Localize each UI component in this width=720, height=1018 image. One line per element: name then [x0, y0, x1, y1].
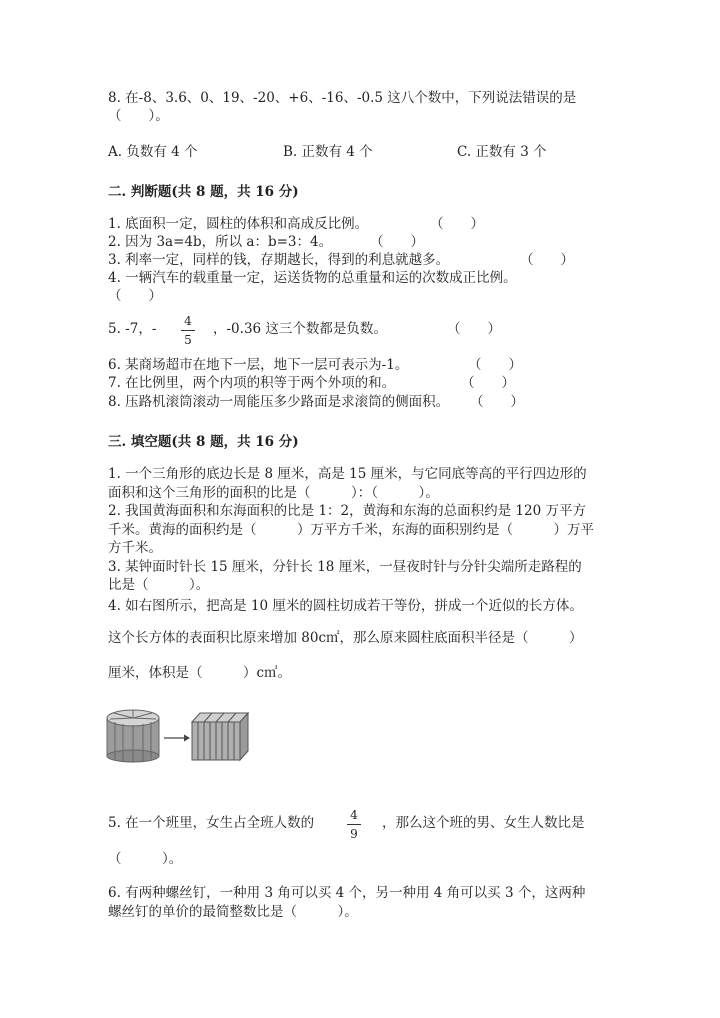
s2-q2-answer: （ ）: [370, 234, 424, 250]
s3-q2-line3: 方千米。: [108, 540, 162, 556]
s3-q5-fraction: [347, 808, 361, 841]
q8-option-b: B. 正数有 4 个: [283, 144, 373, 160]
s2-q5-part2: ，-0.36 这三个数都是负数。: [213, 321, 387, 337]
cylinder-cuboid-figure: [104, 708, 252, 764]
s3-q4-line1: 4. 如右图所示，把高是 10 厘米的圆柱切成若干等份，拼成一个近似的长方体。: [108, 598, 583, 614]
s3-q6-line2: 螺丝钉的单价的最简整数比是（ ）。: [108, 904, 358, 920]
s3-q3-line1: 3. 某钟面时针长 15 厘米，分针长 18 厘米，一昼夜时针与分针尖端所走路程的: [108, 559, 582, 575]
s2-q1-answer: （ ）: [430, 216, 484, 232]
s2-q8-answer: （ ）: [470, 394, 524, 410]
fraction-denominator: 5: [184, 333, 192, 347]
fraction-bar: [347, 824, 361, 825]
fraction-denominator: 9: [350, 827, 358, 841]
s2-q6: 6. 某商场超市在地下一层，地下一层可表示为-1。: [108, 357, 409, 373]
s2-q5-fraction: [181, 314, 195, 347]
s3-q5-part2: ，那么这个班的男、女生人数比是: [382, 815, 585, 831]
fraction-bar: [181, 330, 195, 331]
fraction-numerator: 4: [350, 808, 358, 822]
s2-q7-answer: （ ）: [461, 375, 515, 391]
s3-q2-line2: 千米。黄海的面积约是（ ）万平方千米，东海的面积别约是（ ）万平: [108, 522, 594, 538]
s2-q3-answer: （ ）: [520, 252, 574, 268]
arrow-right-icon: [164, 735, 190, 742]
s3-q5-part1: 5. 在一个班里，女生占全班人数的: [108, 815, 315, 831]
q8-line2: （ ）。: [108, 108, 169, 124]
s3-q1-line1: 1. 一个三角形的底边长是 8 厘米，高是 15 厘米，与它同底等高的平行四边形的: [108, 466, 587, 482]
s2-q5-part1: 5. -7，-: [108, 321, 157, 337]
s3-q5-line2: （ ）。: [108, 851, 183, 867]
s2-q2: 2. 因为 3a=4b，所以 a：b=3：4。: [108, 234, 333, 250]
s2-q4-answer: （ ）: [108, 288, 162, 304]
s3-q4-line3: 厘米，体积是（ ）c㎥。: [108, 665, 292, 681]
s2-q7: 7. 在比例里，两个内项的积等于两个外项的和。: [108, 375, 396, 391]
s2-q6-answer: （ ）: [468, 357, 522, 373]
s3-q4-line2: 这个长方体的表面积比原来增加 80c㎡，那么原来圆柱底面积半径是（ ）: [108, 630, 583, 646]
s2-q5-answer: （ ）: [447, 321, 501, 337]
s2-q3: 3. 利率一定，同样的钱，存期越长，得到的利息就越多。: [108, 252, 450, 268]
cylinder-icon: [107, 710, 159, 762]
s2-q1: 1. 底面积一定，圆柱的体积和高成反比例。: [108, 216, 369, 232]
section3-title: 三. 填空题(共 8 题，共 16 分): [108, 434, 299, 450]
cuboid-icon: [192, 713, 248, 760]
s2-q4: 4. 一辆汽车的载重量一定，运送货物的总重量和运的次数成正比例。: [108, 270, 517, 286]
s3-q2-line1: 2. 我国黄海面积和东海面积的比是 1：2，黄海和东海的总面积约是 120 万平方: [108, 503, 586, 519]
s3-q1-line2: 面积和这个三角形的面积的比是（ ）：（ ）。: [108, 485, 439, 501]
q8-option-c: C. 正数有 3 个: [457, 144, 547, 160]
s3-q3-line2: 比是（ ）。: [108, 577, 210, 593]
s3-q6-line1: 6. 有两种螺丝钉，一种用 3 角可以买 4 个，另一种用 4 角可以买 3 个，这两种: [108, 885, 586, 901]
q8-option-a: A. 负数有 4 个: [108, 144, 198, 160]
s2-q8: 8. 压路机滚筒滚动一周能压多少路面是求滚筒的侧面积。: [108, 394, 450, 410]
q8-line1: 8. 在-8、3.6、0、19、-20、+6、-16、-0.5 这八个数中，下列说法错误的是: [108, 90, 577, 106]
section2-title: 二. 判断题(共 8 题，共 16 分): [108, 184, 299, 200]
fraction-numerator: 4: [184, 314, 192, 328]
